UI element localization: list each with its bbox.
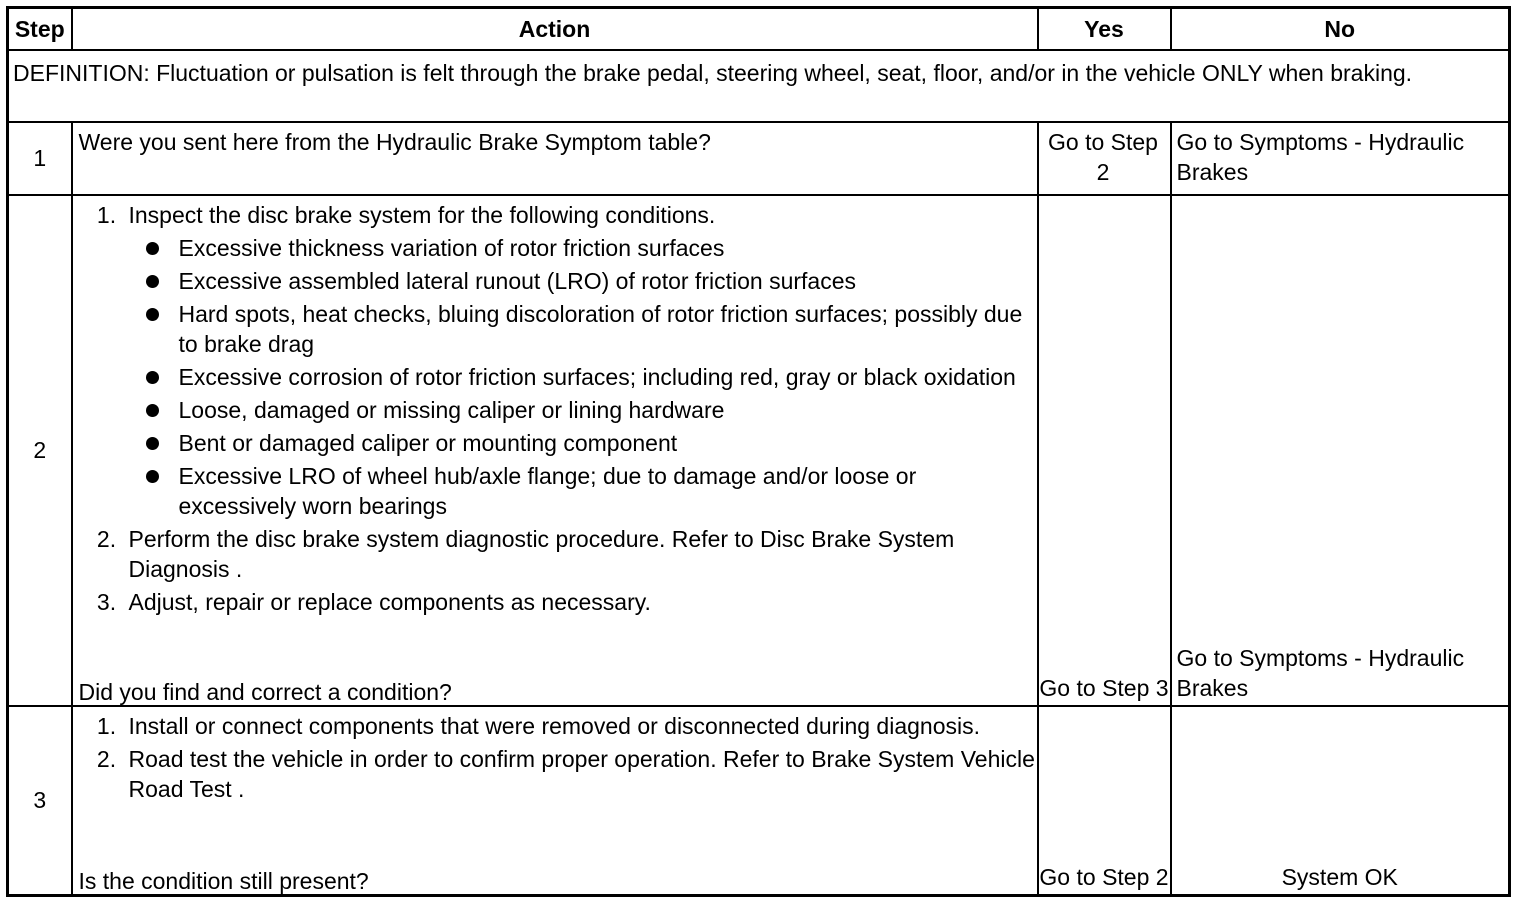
header-yes: Yes <box>1038 8 1171 50</box>
action-text: Were you sent here from the Hydraulic Brake Symptom table? <box>78 128 711 155</box>
procedure-step-text: Inspect the disc brake system for the following conditions. <box>128 201 716 228</box>
list-item <box>123 200 1037 521</box>
step-number: 1 <box>8 122 72 195</box>
header-step: Step <box>8 8 72 50</box>
list-item: 3. Adjust, repair or replace components as necessary. <box>123 587 1037 617</box>
list-item: 2. Road test the vehicle in order to confirm proper operation. Refer to Brake System Vehicle Road Test . <box>123 744 1037 804</box>
condition-item: Excessive assembled lateral runout (LRO) of rotor friction surfaces <box>179 266 1037 296</box>
table-row <box>8 122 1510 195</box>
question-text: Did you find and correct a condition? <box>78 678 452 705</box>
action-cell <box>73 200 1037 709</box>
definition-row <box>8 50 1510 122</box>
list-item: 2. Perform the disc brake system diagnostic procedure. Refer to Disc Brake System Diagnosis . <box>123 524 1037 584</box>
step-number: 2 <box>8 195 72 706</box>
table-row <box>8 706 1510 896</box>
list-item: 1. Install or connect components that were removed or disconnected during diagnosis. <box>123 711 1037 741</box>
diagnostic-table <box>6 6 1511 897</box>
condition-item: Excessive corrosion of rotor friction surfaces; including red, gray or black oxidation <box>179 362 1037 392</box>
conditions-list <box>129 233 1037 521</box>
condition-item: Excessive thickness variation of rotor friction surfaces <box>179 233 1037 263</box>
table-row <box>8 195 1510 706</box>
action-cell <box>73 711 1037 899</box>
procedure-list <box>73 711 1037 804</box>
definition-text: DEFINITION: Fluctuation or pulsation is felt through the brake pedal, steering wheel, seat, floor, and/or in the vehicle ONLY when braking. <box>8 50 1510 122</box>
condition-item: Excessive LRO of wheel hub/axle flange; due to damage and/or loose or excessively worn bearings <box>179 461 1037 521</box>
condition-item: Loose, damaged or missing caliper or lining hardware <box>179 395 1037 425</box>
step-number: 3 <box>8 706 72 896</box>
question-text: Is the condition still present? <box>78 868 369 894</box>
yes-result: Go to Step 2 <box>1039 864 1169 890</box>
procedure-list <box>73 200 1037 617</box>
yes-result: Go to Step 3 <box>1039 674 1169 701</box>
no-result: Go to Symptoms - Hydraulic Brakes <box>1176 128 1465 185</box>
header-no: No <box>1171 8 1510 50</box>
table-header <box>8 8 1510 50</box>
no-result: Go to Symptoms - Hydraulic Brakes <box>1176 644 1465 701</box>
condition-item: Hard spots, heat checks, bluing discoloration of rotor friction surfaces; possibly due to brake drag <box>179 299 1037 359</box>
condition-item: Bent or damaged caliper or mounting component <box>179 428 1037 458</box>
no-result: System OK <box>1281 864 1398 890</box>
yes-result: Go to Step 2 <box>1048 128 1158 185</box>
header-action: Action <box>72 8 1038 50</box>
